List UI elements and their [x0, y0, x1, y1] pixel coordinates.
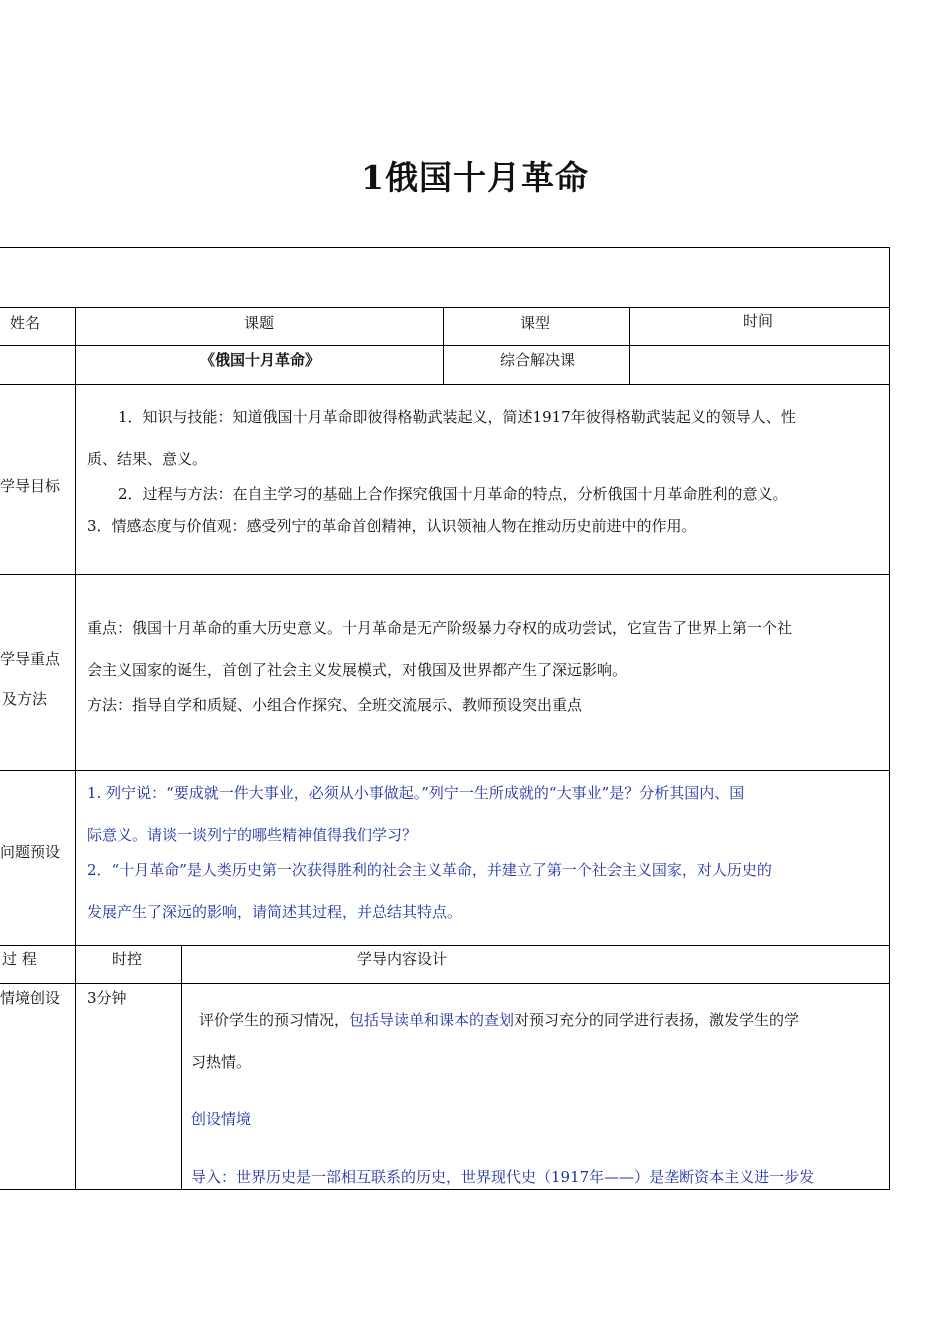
process-row-time: 3分钟	[87, 989, 127, 1007]
process-row-label: 情境创设	[0, 989, 61, 1007]
focus-label-2: 及方法	[2, 690, 48, 708]
goals-line-3: 3．情感态度与价值观：感受列宁的革命首创精神，认识领袖人物在推动历史前进中的作用。	[87, 517, 697, 535]
time-label: 时间	[743, 312, 774, 330]
name-label: 姓名	[10, 314, 41, 332]
process-text-1a: 评价学生的预习情况，	[199, 1011, 350, 1029]
type-value: 综合解决课	[500, 351, 576, 369]
process-col-2: 时控	[112, 950, 143, 968]
process-text-1c: 对预习充分的同学进行表扬，激发学生的学	[514, 1011, 800, 1029]
goals-line-2: 2．过程与方法：在自主学习的基础上合作探究俄国十月革命的特点，分析俄国十月革命胜利的意义。	[118, 485, 788, 503]
focus-line-1a: 重点：俄国十月革命的重大历史意义。十月革命是无产阶级暴力夺权的成功尝试，它宣告了世界上第一个社	[87, 619, 793, 637]
goals-label: 学导目标	[0, 477, 61, 495]
focus-line-1b: 会主义国家的诞生，首创了社会主义发展模式，对俄国及世界都产生了深远影响。	[87, 661, 628, 679]
topic-value: 《俄国十月革命》	[200, 351, 321, 369]
topic-label: 课题	[244, 314, 275, 332]
questions-label: 问题预设	[0, 843, 61, 861]
question-2b: 发展产生了深远的影响，请简述其过程，并总结其特点。	[87, 903, 463, 921]
process-text-2: 创设情境	[191, 1110, 252, 1128]
process-para-1	[199, 1011, 799, 1029]
process-text-1b: 包括导读单和课本的查划	[349, 1011, 515, 1029]
type-label: 课型	[520, 314, 551, 332]
process-col-3: 学导内容设计	[357, 950, 448, 968]
goals-line-1a: 1．知识与技能：知道俄国十月革命即彼得格勒武装起义，简述1917年彼得格勒武装起义的领导人、性	[118, 408, 796, 426]
focus-label-1: 学导重点	[0, 650, 61, 668]
process-text-1d: 习热情。	[191, 1053, 252, 1071]
question-1a: 1. 列宁说：“要成就一件大事业，必须从小事做起。”列宁一生所成就的“大事业”是？分析其国内、国	[87, 784, 745, 802]
question-2a: 2．“十月革命”是人类历史第一次获得胜利的社会主义革命，并建立了第一个社会主义国家，对人历史的	[87, 861, 772, 879]
process-col-1: 过 程	[2, 950, 37, 968]
focus-line-2: 方法：指导自学和质疑、小组合作探究、全班交流展示、教师预设突出重点	[87, 696, 583, 714]
process-text-3: 导入：世界历史是一部相互联系的历史，世界现代史（1917年——）是垄断资本主义进一步发	[191, 1168, 815, 1186]
question-1b: 际意义。请谈一谈列宁的哪些精神值得我们学习？	[87, 826, 418, 844]
document-title: 1俄国十月革命	[361, 158, 589, 197]
goals-line-1b: 质、结果、意义。	[87, 450, 208, 468]
